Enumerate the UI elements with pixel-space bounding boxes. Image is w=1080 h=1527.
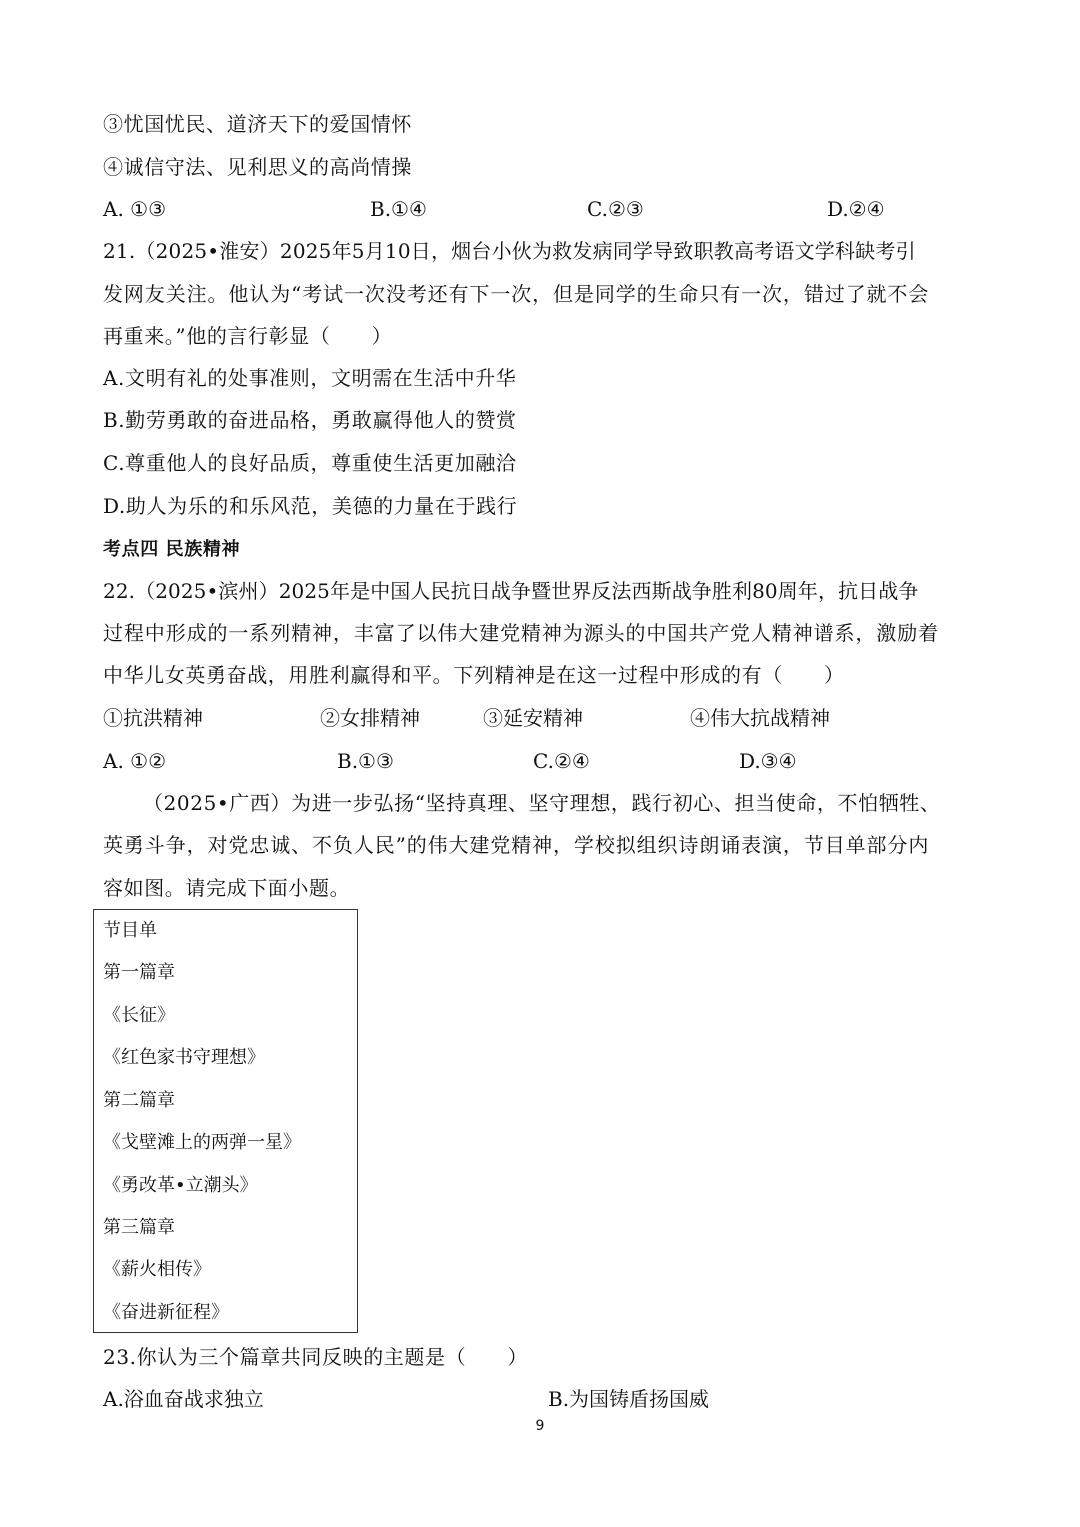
- q20-option-d: D.②④: [827, 197, 885, 221]
- q20-option-b: B.①④: [370, 197, 427, 221]
- q21-stem-line-2: 发网友关注。他认为“考试一次没考还有下一次，但是同学的生命只有一次，错过了就不会: [103, 282, 930, 306]
- q23-option-b: B.为国铸盾扬国威: [548, 1387, 710, 1411]
- q22-option-d: D.③④: [739, 749, 797, 773]
- q22-item-2: ②女排精神: [320, 706, 420, 730]
- program-chapter-3: 第三篇章: [103, 1217, 175, 1238]
- q21-stem-line-3: 再重来。”他的言行彰显（ ）: [103, 324, 393, 348]
- q22-stem-line-1: 22.（2025•滨州）2025年是中国人民抗日战争暨世界反法西斯战争胜利80周年，抗日战争: [103, 579, 919, 603]
- q22-option-c: C.②④: [533, 749, 590, 773]
- section-heading: 考点四 民族精神: [103, 539, 241, 560]
- program-item: 《戈壁滩上的两弹一星》: [103, 1132, 301, 1153]
- q22-item-4: ④伟大抗战精神: [690, 706, 830, 730]
- intro-line-2: 英勇斗争，对党忠诚、不负人民”的伟大建党精神，学校拟组织诗朗诵表演，节目单部分内: [103, 833, 930, 857]
- program-title: 节目单: [103, 920, 157, 941]
- q20-option-a: A. ①③: [103, 197, 167, 221]
- q22-stem-line-2: 过程中形成的一系列精神，丰富了以伟大建党精神为源头的中国共产党人精神谱系，激励着: [103, 621, 939, 645]
- program-chapter-1: 第一篇章: [103, 962, 175, 983]
- q23-option-a: A.浴血奋战求独立: [103, 1387, 264, 1411]
- q20-item-4: ④诚信守法、见利思义的高尚情操: [103, 155, 412, 179]
- q21-option-b: B.勤劳勇敢的奋进品格，勇敢赢得他人的赞赏: [103, 408, 517, 432]
- page-number: 9: [535, 1418, 545, 1434]
- q21-option-d: D.助人为乐的和乐风范，美德的力量在于践行: [103, 494, 518, 518]
- q20-option-c: C.②③: [587, 197, 644, 221]
- program-item: 《薪火相传》: [103, 1259, 211, 1280]
- program-item: 《红色家书守理想》: [103, 1047, 265, 1068]
- program-chapter-2: 第二篇章: [103, 1090, 175, 1111]
- q22-option-a: A. ①②: [103, 749, 167, 773]
- q22-stem-line-3: 中华儿女英勇奋战，用胜利赢得和平。下列精神是在这一过程中形成的有（ ）: [103, 663, 845, 687]
- q20-item-3: ③忧国忧民、道济天下的爱国情怀: [103, 112, 412, 136]
- q22-option-b: B.①③: [337, 749, 394, 773]
- q21-stem-line-1: 21.（2025•淮安）2025年5月10日，烟台小伙为救发病同学导致职教高考语文学科缺考引: [103, 239, 916, 263]
- program-item: 《长征》: [103, 1005, 175, 1026]
- intro-line-3: 容如图。请完成下面小题。: [103, 876, 351, 900]
- q22-item-1: ①抗洪精神: [103, 706, 203, 730]
- q23-stem: 23.你认为三个篇章共同反映的主题是（ ）: [103, 1345, 529, 1369]
- intro-line-1: （2025•广西）为进一步弘扬“坚持真理、坚守理想，践行初心、担当使命，不怕牺牲、: [143, 791, 941, 815]
- q21-option-a: A.文明有礼的处事准则，文明需在生活中升华: [103, 366, 517, 390]
- q22-item-3: ③延安精神: [483, 706, 583, 730]
- q21-option-c: C.尊重他人的良好品质，尊重使生活更加融洽: [103, 451, 517, 475]
- program-item: 《勇改革•立潮头》: [103, 1175, 258, 1196]
- program-item: 《奋进新征程》: [103, 1302, 229, 1323]
